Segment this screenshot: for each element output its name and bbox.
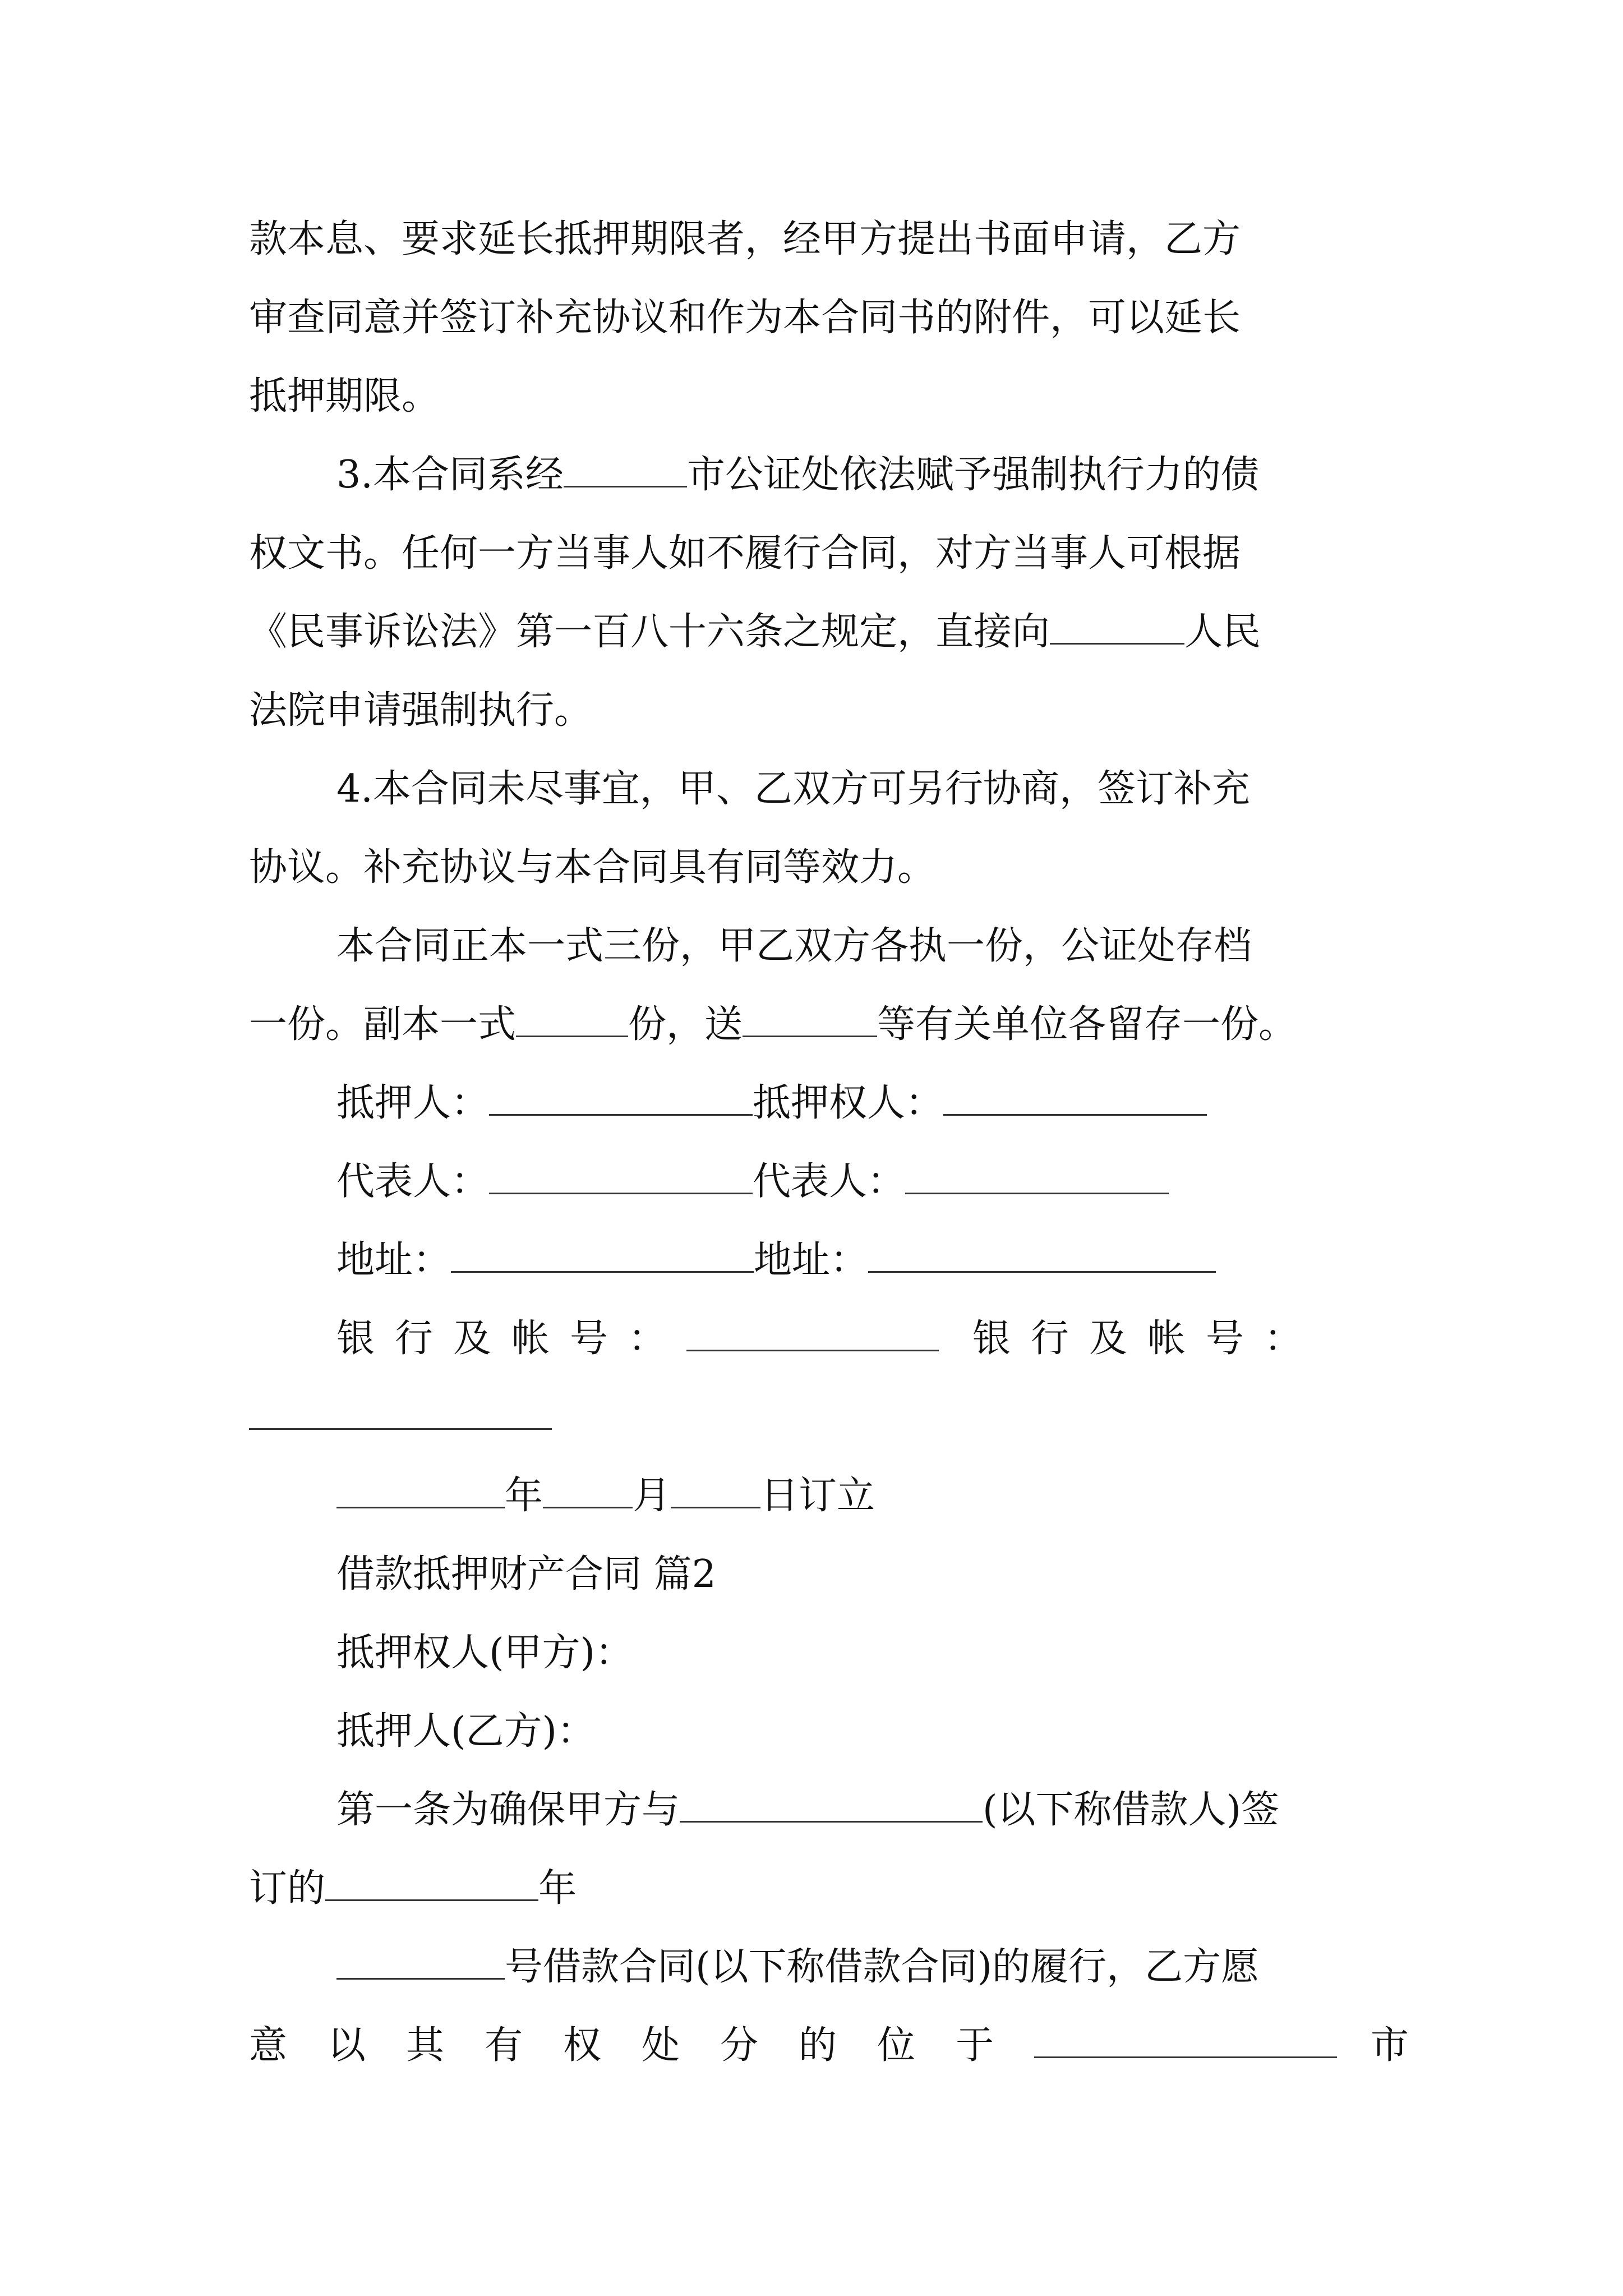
fill-blank [868, 1237, 1216, 1273]
text-segment: 份，送 [628, 1002, 743, 1047]
text-segment: 年 [538, 1866, 577, 1911]
text-line: 法院申请强制执行。 [249, 688, 593, 733]
fill-blank [743, 1001, 877, 1037]
text-line: 协议。补充协议与本合同具有同等效力。 [249, 845, 936, 890]
text-segment: 意以其有权处分的位于 [249, 2023, 1035, 2068]
mortgagor-label: 抵押人： [336, 1081, 490, 1125]
text-line: 权文书。任何一方当事人如不履行合同，对方当事人可根据 [249, 531, 1241, 576]
address-label: 地址： [336, 1238, 451, 1282]
address-label: 地址： [754, 1238, 869, 1282]
signature-line [336, 1064, 1467, 1143]
text-line: 审查同意并签订补充协议和作为本合同书的附件，可以延长 [249, 296, 1241, 340]
signature-line [336, 1143, 1467, 1221]
text-segment: 第一条为确保甲方与 [336, 1788, 680, 1832]
fill-blank [489, 1080, 753, 1116]
fill-blank [905, 1158, 1169, 1194]
fill-blank [680, 1787, 983, 1823]
text-segment: 人民 [1184, 610, 1261, 654]
fill-blank [516, 1001, 628, 1037]
fill-blank [1050, 609, 1184, 645]
date-line [336, 1457, 1467, 1535]
day-label: 日订立 [760, 1474, 875, 1518]
text-line [249, 1849, 1380, 1928]
text-line: 4.本合同未尽事宜，甲、乙双方可另行协商，签订补充 [336, 767, 1250, 811]
text-line [336, 1771, 1467, 1849]
text-segment: 市 [1371, 2023, 1409, 2068]
month-label: 月 [633, 1474, 671, 1518]
text-segment: 《民事诉讼法》第一百八十六条之规定，直接向 [249, 610, 1050, 654]
text-segment: 订的 [249, 1866, 326, 1911]
fill-blank [325, 1865, 538, 1901]
text-line: 本合同正本一式三份，甲乙双方各执一份，公证处存档 [336, 924, 1252, 968]
signature-line [336, 1300, 1380, 1378]
text-line: 抵押人(乙方)： [336, 1709, 596, 1754]
fill-blank [489, 1158, 753, 1194]
text-segment: (以下称借款人)签 [983, 1788, 1280, 1832]
bank-account-label: 银行及帐号： [336, 1317, 687, 1361]
fill-blank [671, 1473, 760, 1508]
representative-label: 代表人： [753, 1159, 906, 1204]
text-line [249, 986, 1380, 1064]
fill-blank [564, 452, 687, 487]
text-line [249, 2007, 1409, 2085]
fill-blank [451, 1237, 754, 1273]
text-line [249, 593, 1380, 671]
section-title: 借款抵押财产合同 篇2 [336, 1552, 716, 1596]
text-line: 款本息、要求延长抵押期限者，经甲方提出书面申请，乙方 [249, 217, 1241, 261]
year-label: 年 [505, 1474, 543, 1518]
fill-blank [336, 1944, 505, 1980]
fill-blank [336, 1473, 505, 1508]
text-segment: 一份。副本一式 [249, 1002, 517, 1047]
mortgagee-label: 抵押权人： [753, 1081, 944, 1125]
text-segment: 等有关单位各留存一份。 [877, 1002, 1297, 1047]
text-line [336, 1928, 1467, 2007]
bank-account-label: 银行及帐号： [972, 1317, 1323, 1361]
representative-label: 代表人： [336, 1159, 490, 1204]
text-line [249, 1378, 1380, 1457]
text-segment: 3.本合同系经 [336, 453, 564, 497]
text-segment: 市公证处依法赋予强制执行力的债 [686, 453, 1259, 497]
fill-blank [943, 1080, 1207, 1116]
signature-line [336, 1221, 1467, 1300]
fill-blank [249, 1394, 552, 1430]
text-line: 抵押权人(甲方)： [336, 1631, 634, 1675]
fill-blank [1034, 2022, 1337, 2058]
fill-blank [686, 1315, 939, 1351]
text-segment: 号借款合同(以下称借款合同)的履行，乙方愿 [505, 1945, 1260, 1989]
text-line: 抵押期限。 [249, 374, 440, 418]
text-line [336, 436, 1467, 514]
fill-blank [543, 1473, 633, 1508]
